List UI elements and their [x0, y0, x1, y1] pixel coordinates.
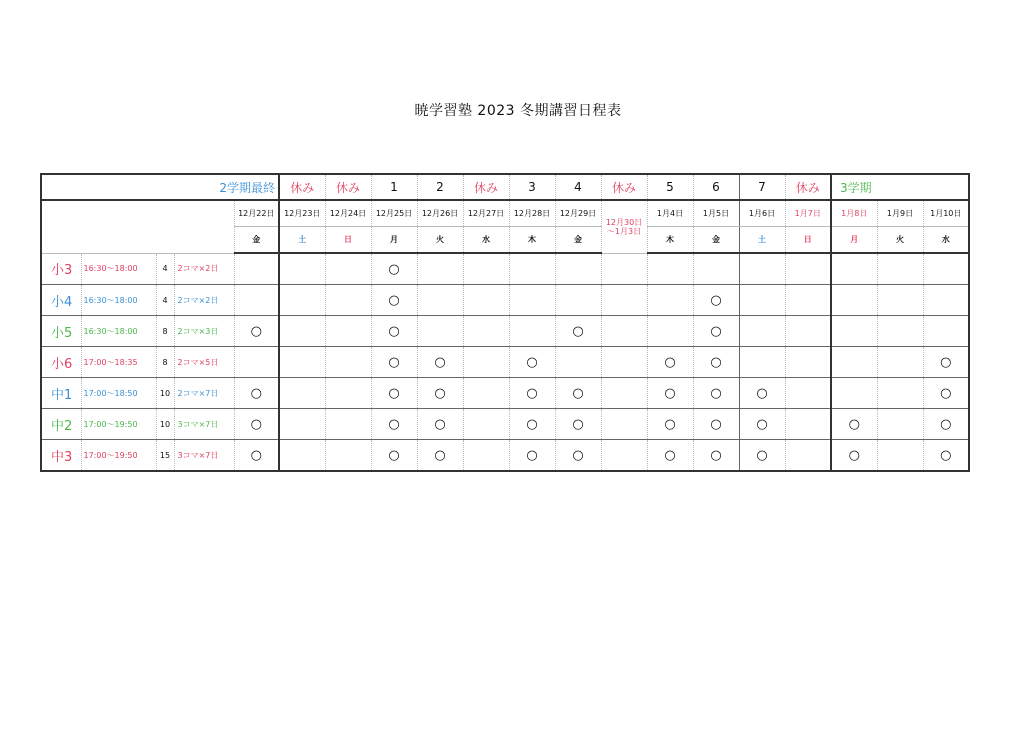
schedule-cell [601, 409, 647, 440]
session-pattern: 2コマ×7日 [174, 378, 234, 409]
attendance-mark: ○ [371, 316, 417, 347]
schedule-cell [601, 440, 647, 472]
schedule-cell [831, 285, 877, 316]
date-cell: 1月5日 [693, 200, 739, 227]
date-cell: 12月29日 [555, 200, 601, 227]
holiday-label: 休み [325, 174, 371, 200]
weekday-cell: 木 [509, 227, 555, 254]
attendance-mark: ○ [693, 378, 739, 409]
session-count: 8 [156, 316, 174, 347]
attendance-mark: ○ [693, 347, 739, 378]
attendance-mark: ○ [923, 440, 969, 472]
schedule-cell [555, 285, 601, 316]
schedule-cell [785, 378, 831, 409]
session-count: 4 [156, 285, 174, 316]
session-number: 1 [371, 174, 417, 200]
attendance-mark: ○ [831, 440, 877, 472]
weekday-cell: 土 [279, 227, 325, 254]
schedule-cell [785, 285, 831, 316]
attendance-mark: ○ [693, 285, 739, 316]
schedule-cell [555, 347, 601, 378]
attendance-mark: ○ [234, 409, 279, 440]
date-cell-new-year-break [601, 200, 647, 253]
session-count: 10 [156, 409, 174, 440]
schedule-cell [601, 378, 647, 409]
schedule-cell [601, 347, 647, 378]
session-pattern: 2コマ×5日 [174, 347, 234, 378]
schedule-cell [647, 285, 693, 316]
schedule-cell [693, 253, 739, 285]
schedule-cell [785, 409, 831, 440]
weekday-cell: 木 [647, 227, 693, 254]
schedule-cell [234, 347, 279, 378]
schedule-cell [325, 316, 371, 347]
attendance-mark: ○ [371, 440, 417, 472]
schedule-cell [739, 316, 785, 347]
grade-label: 小3 [41, 253, 81, 285]
date-row [41, 200, 969, 227]
date-cell: 1月8日 [831, 200, 877, 227]
row-label-header [41, 200, 234, 253]
session-pattern: 2コマ×3日 [174, 316, 234, 347]
grade-label: 小4 [41, 285, 81, 316]
table-row [41, 285, 969, 316]
schedule-cell [279, 409, 325, 440]
third-term-label: 3学期 [831, 174, 969, 200]
attendance-mark: ○ [234, 440, 279, 472]
attendance-mark: ○ [371, 409, 417, 440]
schedule-cell [877, 285, 923, 316]
schedule-cell [325, 440, 371, 472]
attendance-mark: ○ [417, 347, 463, 378]
attendance-mark: ○ [371, 253, 417, 285]
table-row [41, 347, 969, 378]
schedule-cell [417, 253, 463, 285]
schedule-cell [417, 316, 463, 347]
date-cell: 12月27日 [463, 200, 509, 227]
schedule-cell [831, 347, 877, 378]
schedule-cell [279, 440, 325, 472]
attendance-mark: ○ [693, 316, 739, 347]
schedule-cell [463, 440, 509, 472]
session-number: 2 [417, 174, 463, 200]
schedule-cell [739, 253, 785, 285]
date-end: 〜1月3日 [606, 226, 642, 236]
term-last-day-label: 2学期最終 [41, 174, 279, 200]
attendance-mark: ○ [509, 347, 555, 378]
schedule-cell [785, 440, 831, 472]
grade-label: 中1 [41, 378, 81, 409]
grade-label: 中3 [41, 440, 81, 472]
date-cell: 12月24日 [325, 200, 371, 227]
time-range: 17:00〜18:35 [81, 347, 156, 378]
table-row [41, 378, 969, 409]
weekday-cell: 火 [877, 227, 923, 254]
weekday-cell: 金 [234, 227, 279, 254]
schedule-cell [234, 253, 279, 285]
table-row [41, 409, 969, 440]
date-cell: 1月10日 [923, 200, 969, 227]
page-title: 暁学習塾 2023 冬期講習日程表 [414, 103, 622, 119]
attendance-mark: ○ [739, 440, 785, 472]
attendance-mark: ○ [923, 409, 969, 440]
time-range: 16:30〜18:00 [81, 253, 156, 285]
date-cell: 1月9日 [877, 200, 923, 227]
table-row [41, 316, 969, 347]
schedule-cell [509, 285, 555, 316]
header-row-numbers [41, 174, 969, 200]
schedule-cell [555, 253, 601, 285]
schedule-cell [279, 285, 325, 316]
schedule-cell [234, 285, 279, 316]
session-number: 6 [693, 174, 739, 200]
schedule-cell [279, 347, 325, 378]
schedule-cell [647, 253, 693, 285]
schedule-cell [463, 347, 509, 378]
date-cell: 12月25日 [371, 200, 417, 227]
session-number: 7 [739, 174, 785, 200]
date-cell: 1月6日 [739, 200, 785, 227]
session-pattern: 3コマ×7日 [174, 440, 234, 472]
schedule-table [40, 173, 970, 472]
session-number: 3 [509, 174, 555, 200]
schedule-cell [877, 347, 923, 378]
date-cell: 12月26日 [417, 200, 463, 227]
weekday-cell: 火 [417, 227, 463, 254]
date-cell: 12月22日 [234, 200, 279, 227]
weekday-cell: 金 [693, 227, 739, 254]
schedule-cell [831, 316, 877, 347]
schedule-cell [509, 316, 555, 347]
session-pattern: 2コマ×2日 [174, 253, 234, 285]
attendance-mark: ○ [555, 409, 601, 440]
grade-label: 中2 [41, 409, 81, 440]
holiday-label: 休み [279, 174, 325, 200]
schedule-cell [647, 316, 693, 347]
attendance-mark: ○ [693, 440, 739, 472]
schedule-cell [601, 285, 647, 316]
weekday-cell: 金 [555, 227, 601, 254]
weekday-cell: 土 [739, 227, 785, 254]
session-count: 4 [156, 253, 174, 285]
attendance-mark: ○ [647, 347, 693, 378]
attendance-mark: ○ [647, 378, 693, 409]
attendance-mark: ○ [555, 440, 601, 472]
schedule-cell [601, 253, 647, 285]
weekday-cell: 日 [785, 227, 831, 254]
grade-label: 小6 [41, 347, 81, 378]
table-row [41, 253, 969, 285]
time-range: 17:00〜18:50 [81, 378, 156, 409]
schedule-cell [417, 285, 463, 316]
attendance-mark: ○ [739, 409, 785, 440]
holiday-label: 休み [463, 174, 509, 200]
schedule-cell [463, 378, 509, 409]
schedule-cell [877, 409, 923, 440]
schedule-cell [325, 378, 371, 409]
attendance-mark: ○ [509, 440, 555, 472]
schedule-cell [325, 409, 371, 440]
weekday-cell: 月 [831, 227, 877, 254]
holiday-label: 休み [785, 174, 831, 200]
attendance-mark: ○ [371, 378, 417, 409]
attendance-mark: ○ [923, 347, 969, 378]
session-count: 8 [156, 347, 174, 378]
attendance-mark: ○ [831, 409, 877, 440]
session-number: 5 [647, 174, 693, 200]
grade-label: 小5 [41, 316, 81, 347]
schedule-cell [463, 285, 509, 316]
schedule-cell [831, 378, 877, 409]
schedule-cell [923, 285, 969, 316]
attendance-mark: ○ [647, 440, 693, 472]
time-range: 17:00〜19:50 [81, 409, 156, 440]
schedule-cell [279, 378, 325, 409]
session-number: 4 [555, 174, 601, 200]
attendance-mark: ○ [509, 378, 555, 409]
schedule-cell [463, 409, 509, 440]
attendance-mark: ○ [693, 409, 739, 440]
attendance-mark: ○ [234, 378, 279, 409]
attendance-mark: ○ [417, 409, 463, 440]
session-count: 10 [156, 378, 174, 409]
schedule-cell [785, 316, 831, 347]
schedule-cell [923, 316, 969, 347]
date-cell: 12月28日 [509, 200, 555, 227]
grade-rows [41, 253, 969, 471]
schedule-cell [877, 316, 923, 347]
schedule-cell [923, 253, 969, 285]
schedule-cell [877, 378, 923, 409]
schedule-cell [279, 253, 325, 285]
date-cell: 1月4日 [647, 200, 693, 227]
schedule-cell [325, 253, 371, 285]
table-row [41, 440, 969, 472]
session-count: 15 [156, 440, 174, 472]
schedule-cell [279, 316, 325, 347]
attendance-mark: ○ [371, 347, 417, 378]
attendance-mark: ○ [234, 316, 279, 347]
schedule-cell [739, 347, 785, 378]
time-range: 16:30〜18:00 [81, 316, 156, 347]
date-cell: 12月23日 [279, 200, 325, 227]
schedule-cell [831, 253, 877, 285]
schedule-cell [325, 285, 371, 316]
schedule-cell [463, 316, 509, 347]
date-cell: 1月7日 [785, 200, 831, 227]
attendance-mark: ○ [923, 378, 969, 409]
attendance-mark: ○ [647, 409, 693, 440]
schedule-cell [325, 347, 371, 378]
time-range: 17:00〜19:50 [81, 440, 156, 472]
attendance-mark: ○ [509, 409, 555, 440]
attendance-mark: ○ [417, 440, 463, 472]
attendance-mark: ○ [555, 316, 601, 347]
schedule-cell [601, 316, 647, 347]
schedule-cell [877, 253, 923, 285]
date-start: 12月30日 [605, 217, 643, 227]
schedule-cell [509, 253, 555, 285]
weekday-cell: 月 [371, 227, 417, 254]
schedule-cell [877, 440, 923, 472]
holiday-label: 休み [601, 174, 647, 200]
session-pattern: 2コマ×2日 [174, 285, 234, 316]
weekday-cell: 水 [923, 227, 969, 254]
schedule-cell [785, 347, 831, 378]
attendance-mark: ○ [555, 378, 601, 409]
attendance-mark: ○ [417, 378, 463, 409]
schedule-cell [739, 285, 785, 316]
schedule-cell [785, 253, 831, 285]
time-range: 16:30〜18:00 [81, 285, 156, 316]
attendance-mark: ○ [371, 285, 417, 316]
session-pattern: 3コマ×7日 [174, 409, 234, 440]
weekday-cell: 日 [325, 227, 371, 254]
attendance-mark: ○ [739, 378, 785, 409]
schedule-cell [463, 253, 509, 285]
weekday-cell: 水 [463, 227, 509, 254]
